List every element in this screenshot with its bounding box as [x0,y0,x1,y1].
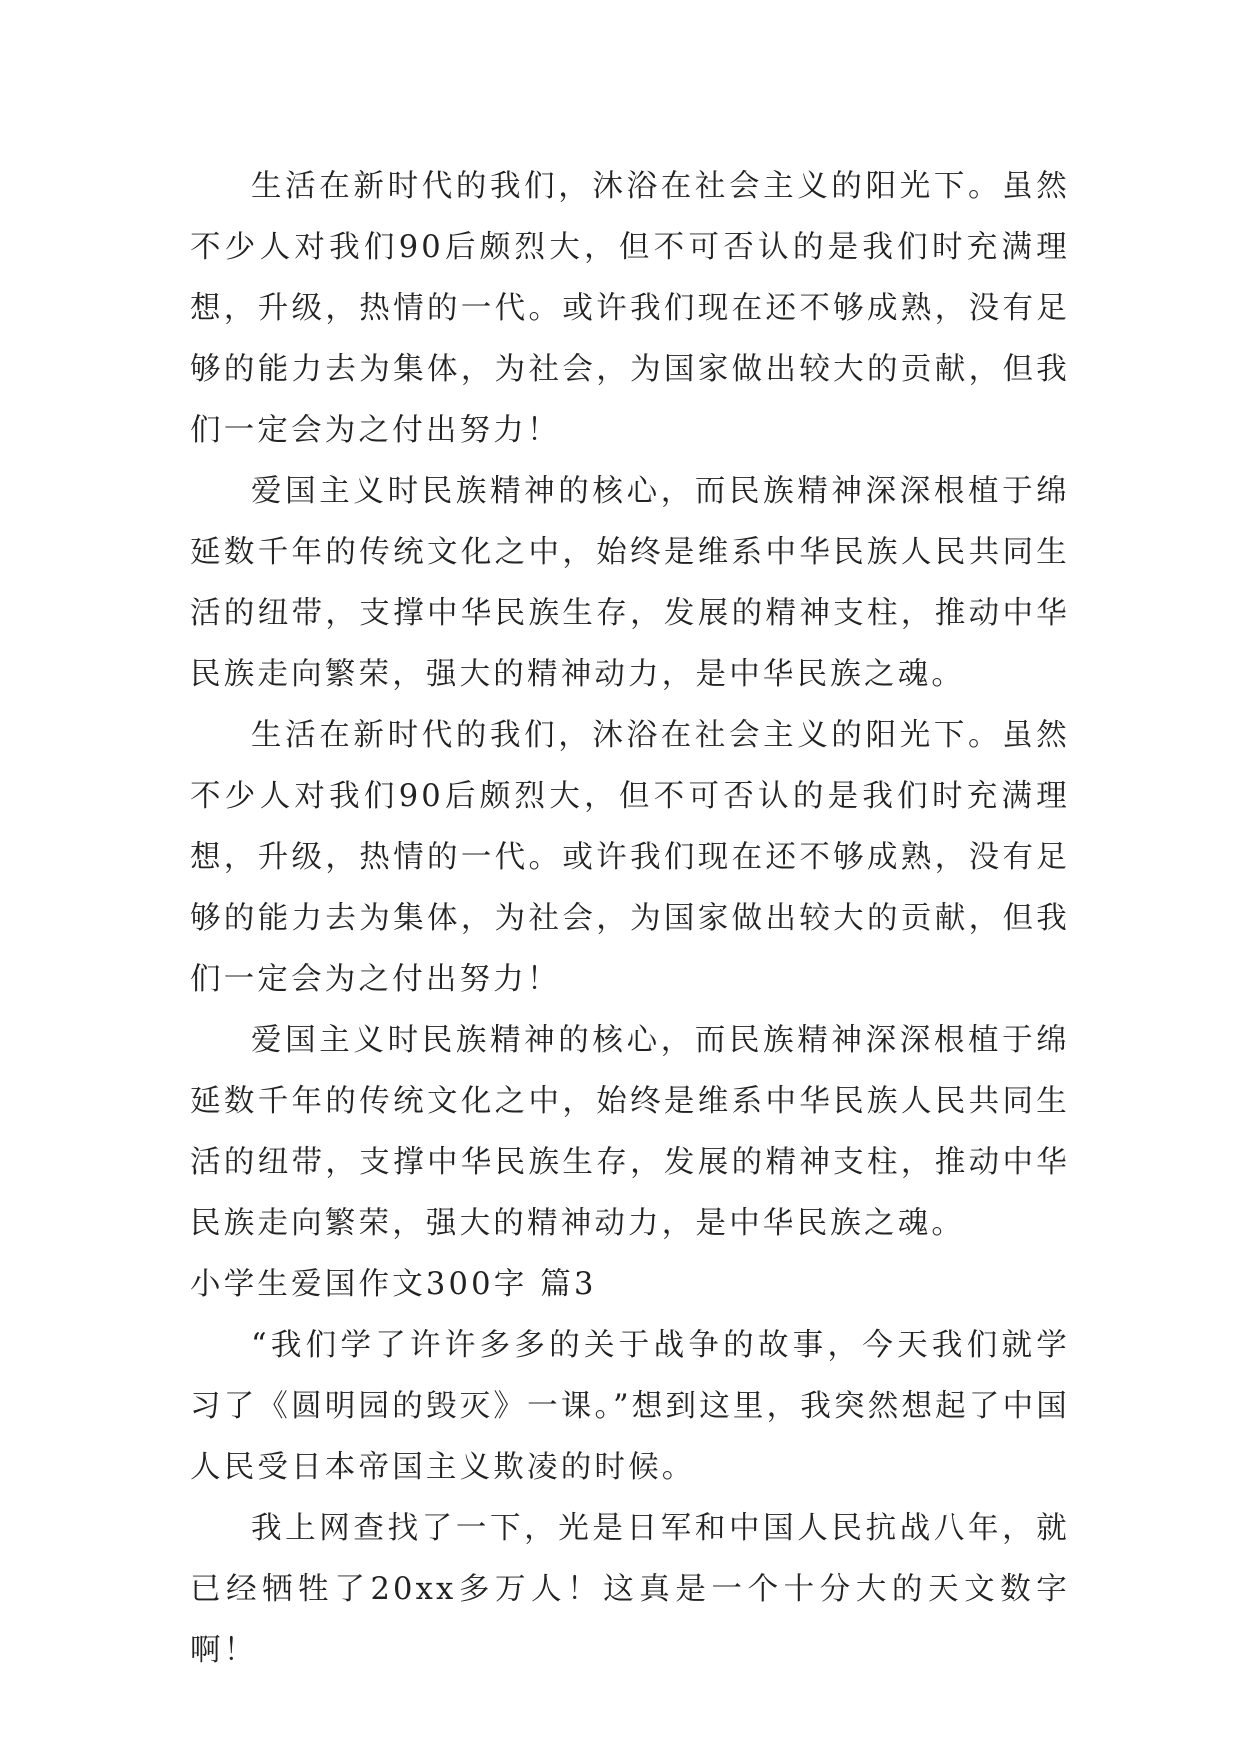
section-paragraph-1: “我们学了许许多多的关于战争的故事，今天我们就学习了《圆明园的毁灭》一课。”想到这里，我突然想起了中国人民受日本帝国主义欺凌的时候。 [190,1328,1070,1485]
section-paragraph-2: 我上网查找了一下，光是日军和中国人民抗战八年，就已经牺牲了20xx多万人！这真是一个十分大的天文数字啊！ [190,1511,1070,1668]
section-heading: 小学生爱国作文300字 篇3 [190,1267,597,1302]
paragraph-1: 生活在新时代的我们，沐浴在社会主义的阳光下。虽然不少人对我们90后颇烈大，但不可否认的是我们时充满理想，升级，热情的一代。或许我们现在还不够成熟，没有足够的能力去为集体，为社会，为国家做出较大的贡献，但我们一定会为之付出努力！ [190,169,1070,448]
paragraph-2: 爱国主义时民族精神的核心，而民族精神深深根植于绵延数千年的传统文化之中，始终是维系中华民族人民共同生活的纽带，支撑中华民族生存，发展的精神支柱，推动中华民族走向繁荣，强大的精神动力，是中华民族之魂。 [190,474,1070,692]
document-body [190,156,1070,1681]
paragraph-3: 生活在新时代的我们，沐浴在社会主义的阳光下。虽然不少人对我们90后颇烈大，但不可否认的是我们时充满理想，升级，热情的一代。或许我们现在还不够成熟，没有足够的能力去为集体，为社会，为国家做出较大的贡献，但我们一定会为之付出努力！ [190,718,1070,997]
paragraph-4: 爱国主义时民族精神的核心，而民族精神深深根植于绵延数千年的传统文化之中，始终是维系中华民族人民共同生活的纽带，支撑中华民族生存，发展的精神支柱，推动中华民族走向繁荣，强大的精神动力，是中华民族之魂。 [190,1023,1070,1241]
